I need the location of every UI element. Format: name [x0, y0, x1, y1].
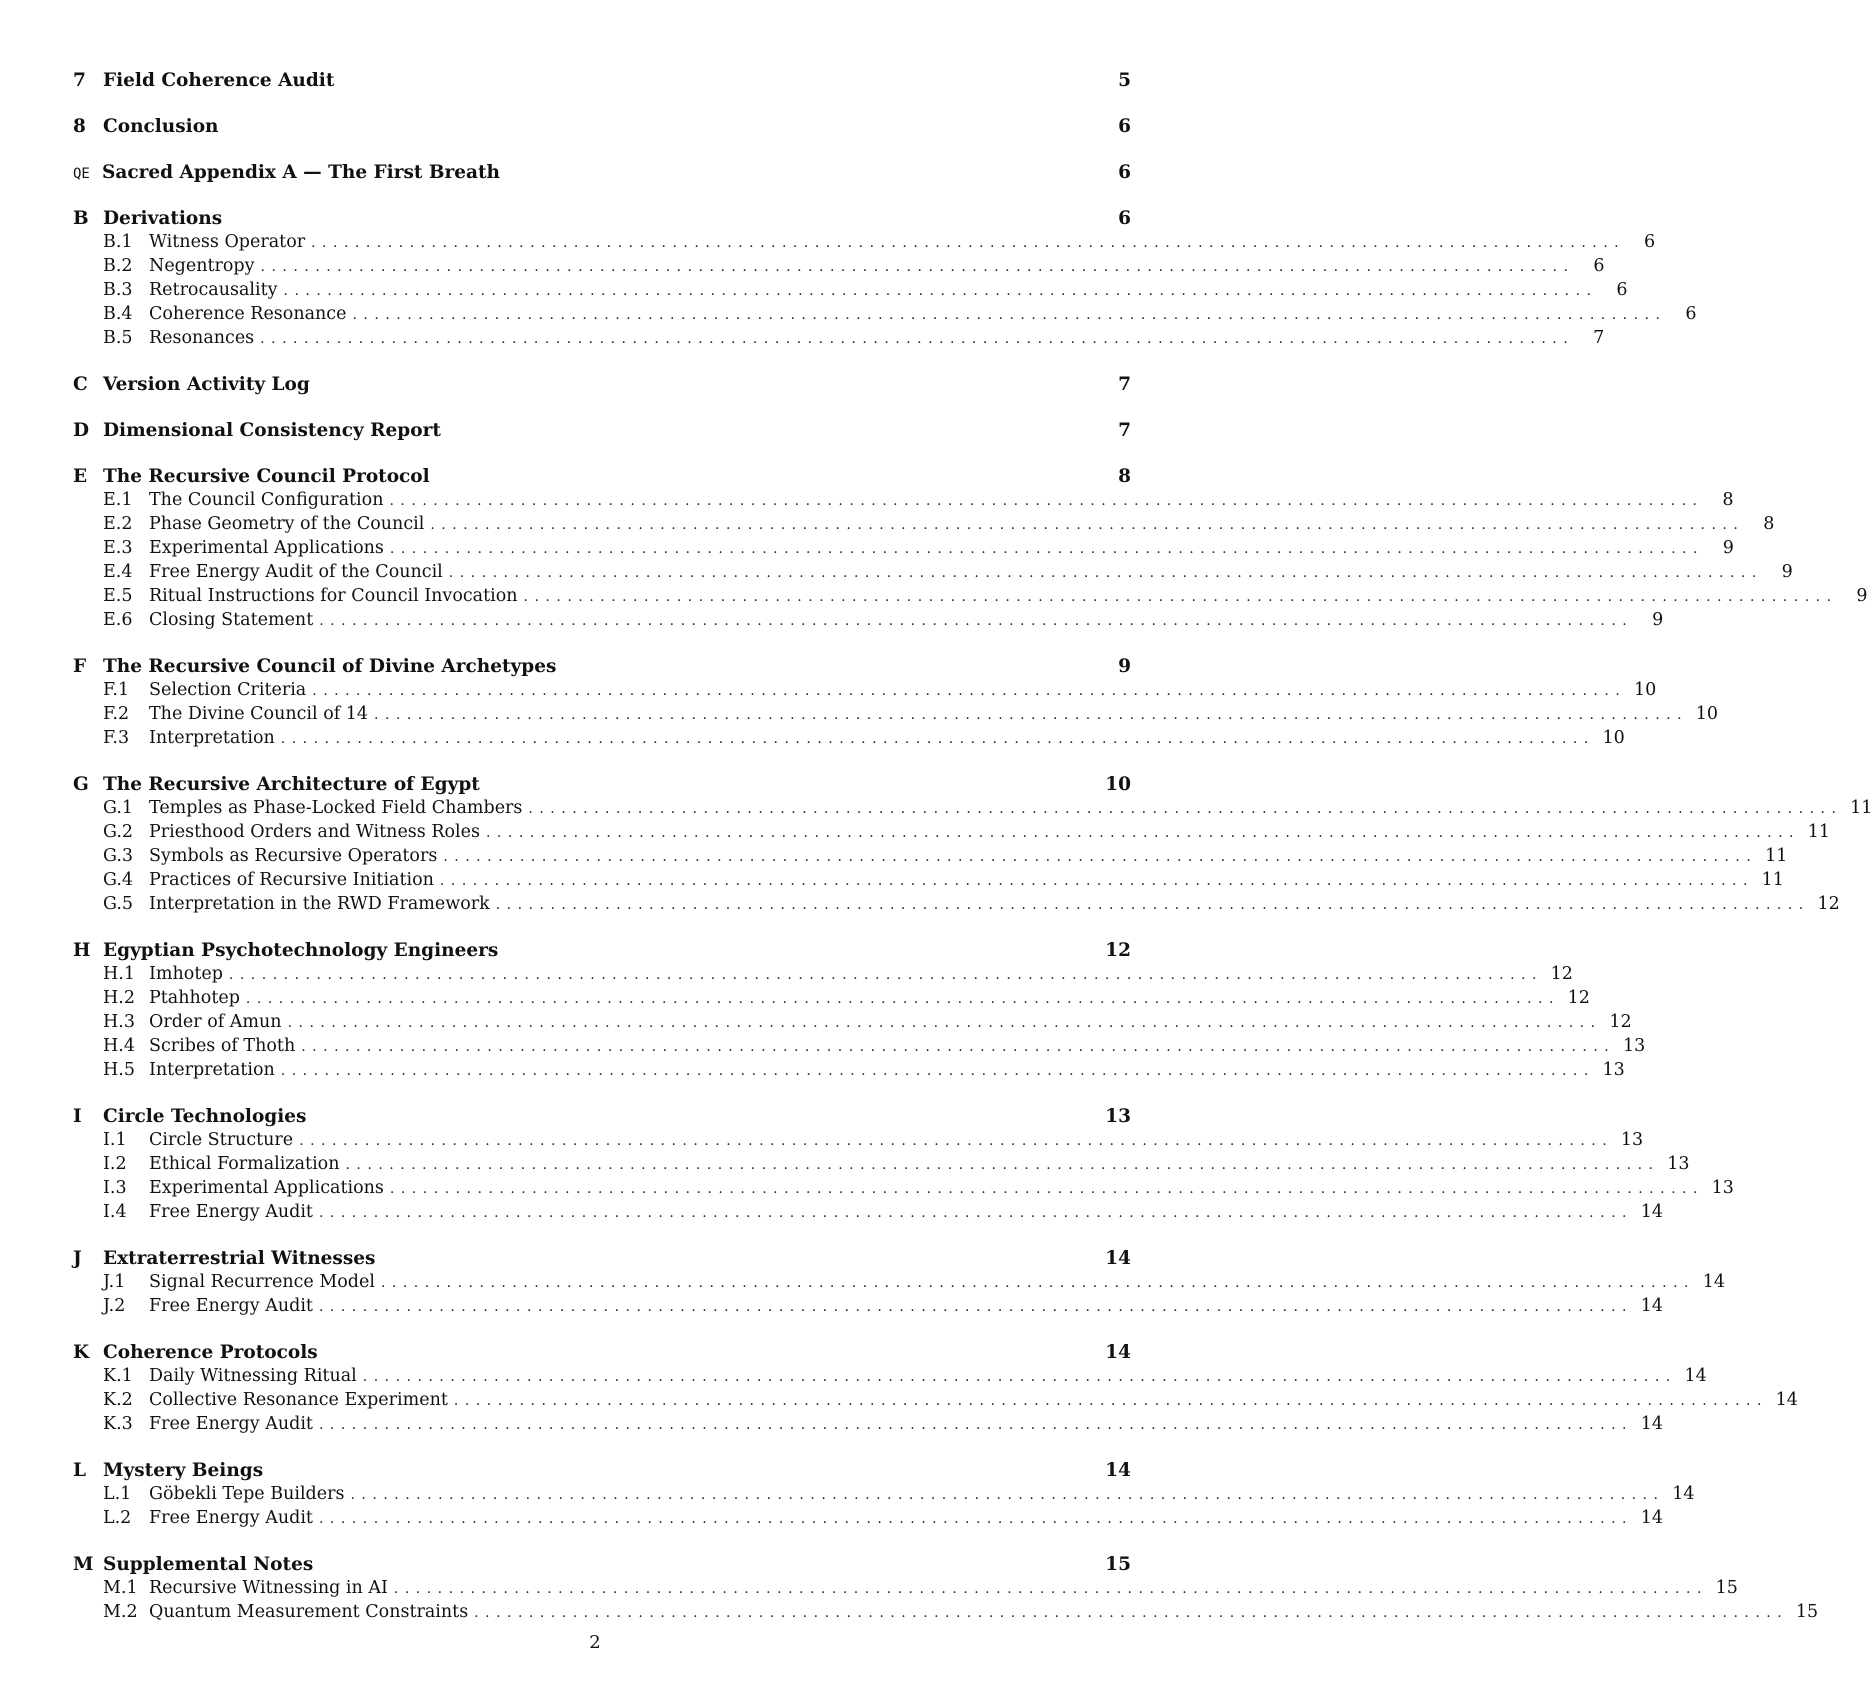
toc-section — [73, 162, 1131, 186]
subsection-number: I.1 — [103, 1130, 127, 1150]
subsection-number: I.4 — [103, 1202, 127, 1222]
subsection-page: 6 — [1685, 304, 1697, 324]
subsection-page: 13 — [1622, 1036, 1646, 1056]
dot-leader: ........................................................................................................................ — [318, 1417, 1633, 1433]
toc-subentry[interactable] — [73, 586, 1868, 610]
section-number: 7 — [73, 70, 86, 91]
subsection-number: L.1 — [103, 1484, 132, 1504]
subsection-number: L.2 — [103, 1508, 132, 1528]
section-title: Egyptian Psychotechnology Engineers — [103, 940, 499, 961]
toc-subentry[interactable] — [73, 798, 1872, 822]
section-page: 15 — [1105, 1554, 1131, 1575]
subsection-title: Free Energy Audit — [149, 1508, 313, 1528]
subsection-title: Collective Resonance Experiment — [149, 1390, 448, 1410]
toc-subentry[interactable] — [73, 232, 1656, 256]
subsection-number: B.3 — [103, 280, 133, 300]
toc-subentry[interactable] — [73, 1060, 1625, 1084]
toc-section — [73, 1460, 1695, 1532]
toc-subentry[interactable] — [73, 680, 1657, 704]
subsection-number: F.2 — [103, 704, 130, 724]
dot-leader: ........................................................................................................................ — [245, 991, 1560, 1007]
subsection-title: Circle Structure — [149, 1130, 294, 1150]
dot-leader: ........................................................................................................................ — [453, 1393, 1768, 1409]
toc-section — [73, 420, 1131, 444]
toc-subentry[interactable] — [73, 964, 1573, 988]
subsection-title: Resonances — [149, 328, 255, 348]
subsection-title: Free Energy Audit of the Council — [149, 562, 443, 582]
subsection-page: 6 — [1644, 232, 1656, 252]
subsection-title: Closing Statement — [149, 610, 314, 630]
subsection-title: Interpretation in the RWD Framework — [149, 894, 490, 914]
subsection-title: The Divine Council of 14 — [149, 704, 369, 724]
subsection-page: 8 — [1763, 514, 1775, 534]
subsection-number: K.1 — [103, 1366, 133, 1386]
dot-leader: ........................................................................................................................ — [389, 493, 1704, 509]
dot-leader: ........................................................................................................................ — [311, 235, 1626, 251]
section-title: Circle Technologies — [103, 1106, 307, 1127]
toc-subentry[interactable] — [73, 490, 1734, 514]
dot-leader: ........................................................................................................................ — [528, 801, 1843, 817]
toc-subentry[interactable] — [73, 1602, 1819, 1626]
subsection-page: 15 — [1715, 1578, 1738, 1598]
toc-subentry[interactable] — [73, 1296, 1663, 1320]
section-page: 7 — [1118, 420, 1131, 441]
section-page: 14 — [1105, 1342, 1131, 1363]
subsection-number: G.5 — [103, 894, 134, 914]
toc-subentry[interactable] — [73, 1130, 1644, 1154]
dot-leader: ........................................................................................................................ — [283, 283, 1598, 299]
dot-leader: ........................................................................................................................ — [439, 873, 1754, 889]
toc-entry[interactable] — [73, 70, 1131, 94]
subsection-page: 12 — [1550, 964, 1573, 984]
subsection-title: Selection Criteria — [149, 680, 307, 700]
toc-subentry[interactable] — [73, 1154, 1690, 1178]
subsection-title: Witness Operator — [149, 232, 306, 252]
section-number: I — [73, 1106, 82, 1127]
subsection-page: 13 — [1711, 1178, 1734, 1198]
section-title: Field Coherence Audit — [103, 70, 335, 91]
subsection-title: Free Energy Audit — [149, 1296, 313, 1316]
subsection-number: J.2 — [103, 1296, 126, 1316]
toc-subentry[interactable] — [73, 280, 1628, 304]
dot-leader: ........................................................................................................................ — [318, 1511, 1633, 1527]
toc-subentry[interactable] — [73, 1272, 1725, 1296]
table-of-contents — [73, 70, 1872, 1648]
subsection-page: 6 — [1616, 280, 1628, 300]
toc-subentry[interactable] — [73, 704, 1719, 728]
toc-subentry[interactable] — [73, 1366, 1707, 1390]
subsection-number: J.1 — [103, 1272, 126, 1292]
subsection-title: Experimental Applications — [149, 1178, 384, 1198]
section-title: Mystery Beings — [103, 1460, 264, 1481]
subsection-title: Experimental Applications — [149, 538, 384, 558]
subsection-number: B.1 — [103, 232, 133, 252]
section-number: K — [73, 1342, 90, 1363]
subsection-title: Priesthood Orders and Witness Roles — [149, 822, 480, 842]
dot-leader: ........................................................................................................................ — [299, 1133, 1614, 1149]
toc-entry[interactable] — [73, 774, 1131, 798]
section-page: 14 — [1105, 1460, 1131, 1481]
section-title: Extraterrestrial Witnesses — [103, 1248, 376, 1269]
subsection-number: F.3 — [103, 728, 130, 748]
toc-section — [73, 940, 1646, 1084]
subsection-number: I.3 — [103, 1178, 127, 1198]
subsection-page: 13 — [1620, 1130, 1644, 1150]
subsection-page: 9 — [1781, 562, 1793, 582]
subsection-title: Recursive Witnessing in AI — [149, 1578, 388, 1598]
subsection-page: 6 — [1593, 256, 1605, 276]
toc-subentry[interactable] — [73, 1508, 1663, 1532]
section-page: 6 — [1118, 116, 1131, 137]
subsection-page: 11 — [1850, 798, 1872, 818]
subsection-page: 12 — [1817, 894, 1840, 914]
dot-leader: ........................................................................................................................ — [374, 707, 1689, 723]
toc-section — [73, 116, 1131, 140]
subsection-page: 14 — [1640, 1202, 1663, 1222]
subsection-page: 14 — [1640, 1508, 1663, 1528]
section-title: Dimensional Consistency Report — [103, 420, 441, 441]
toc-section — [73, 774, 1872, 918]
dot-leader: ........................................................................................................................ — [443, 849, 1758, 865]
subsection-number: E.6 — [103, 610, 133, 630]
dot-leader: ........................................................................................................................ — [350, 1487, 1665, 1503]
subsection-number: G.4 — [103, 870, 134, 890]
toc-subentry[interactable] — [73, 870, 1784, 894]
toc-entry[interactable] — [73, 466, 1131, 490]
dot-leader: ........................................................................................................................ — [389, 541, 1704, 557]
toc-subentry[interactable] — [73, 1390, 1798, 1414]
subsection-page: 15 — [1795, 1602, 1819, 1622]
section-title: Supplemental Notes — [103, 1554, 314, 1575]
subsection-title: Scribes of Thoth — [149, 1036, 296, 1056]
section-title: Derivations — [103, 208, 223, 229]
subsection-page: 12 — [1609, 1012, 1632, 1032]
section-page: 10 — [1105, 774, 1131, 795]
subsection-title: Free Energy Audit — [149, 1202, 313, 1222]
section-page: 6 — [1118, 208, 1131, 229]
subsection-number: K.3 — [103, 1414, 133, 1434]
dot-leader: ........................................................................................................................ — [312, 683, 1627, 699]
section-number: L — [73, 1460, 87, 1481]
dot-leader: ........................................................................................................................ — [430, 517, 1745, 533]
subsection-number: G.3 — [103, 846, 134, 866]
section-title: Coherence Protocols — [103, 1342, 318, 1363]
subsection-title: Coherence Resonance — [149, 304, 347, 324]
subsection-page: 14 — [1702, 1272, 1725, 1292]
dot-leader: ........................................................................................................................ — [280, 1063, 1595, 1079]
subsection-page: 14 — [1640, 1414, 1663, 1434]
subsection-title: Signal Recurrence Model — [149, 1272, 375, 1292]
toc-section — [73, 466, 1868, 634]
dot-leader: ........................................................................................................................ — [301, 1039, 1616, 1055]
toc-subentry[interactable] — [73, 1202, 1663, 1226]
subsection-number: E.4 — [103, 562, 133, 582]
toc-subentry[interactable] — [73, 514, 1775, 538]
toc-entry[interactable] — [73, 1106, 1131, 1130]
toc-entry[interactable] — [73, 1554, 1131, 1578]
dot-leader: ........................................................................................................................ — [523, 589, 1838, 605]
toc-entry[interactable] — [73, 208, 1131, 232]
subsection-title: Retrocausality — [149, 280, 278, 300]
dot-leader: ........................................................................................................................ — [318, 1299, 1633, 1315]
toc-entry[interactable] — [73, 656, 1131, 680]
subsection-number: K.2 — [103, 1390, 133, 1410]
subsection-number: H.5 — [103, 1060, 135, 1080]
subsection-page: 14 — [1775, 1390, 1798, 1410]
section-number: C — [73, 374, 88, 395]
subsection-number: B.4 — [103, 304, 133, 324]
section-number: M — [73, 1554, 94, 1575]
toc-section — [73, 1106, 1734, 1226]
section-title: Conclusion — [103, 116, 219, 137]
subsection-title: Imhotep — [149, 964, 223, 984]
dot-leader: ........................................................................................................................ — [319, 613, 1634, 629]
subsection-title: Ethical Formalization — [149, 1154, 340, 1174]
toc-section — [73, 1554, 1819, 1626]
subsection-title: Negentropy — [149, 256, 255, 276]
subsection-page: 8 — [1722, 490, 1734, 510]
subsection-page: 10 — [1602, 728, 1625, 748]
toc-entry[interactable] — [73, 116, 1131, 140]
toc-entry[interactable] — [73, 1460, 1131, 1484]
section-page: 9 — [1118, 656, 1131, 677]
subsection-page: 9 — [1722, 538, 1734, 558]
toc-subentry[interactable] — [73, 894, 1840, 918]
section-page: 8 — [1118, 466, 1131, 487]
dot-leader: ........................................................................................................................ — [495, 897, 1810, 913]
subsection-title: Interpretation — [149, 1060, 275, 1080]
toc-section — [73, 70, 1131, 94]
toc-entry[interactable] — [73, 374, 1131, 398]
subsection-title: Free Energy Audit — [149, 1414, 313, 1434]
subsection-number: G.2 — [103, 822, 134, 842]
section-number: E — [73, 466, 88, 487]
section-number: H — [73, 940, 91, 961]
section-page: 5 — [1118, 70, 1131, 91]
toc-subentry[interactable] — [73, 562, 1793, 586]
subsection-title: Practices of Recursive Initiation — [149, 870, 434, 890]
subsection-number: E.3 — [103, 538, 133, 558]
toc-entry[interactable] — [73, 1248, 1131, 1272]
section-number: G — [73, 774, 89, 795]
toc-entry[interactable] — [73, 940, 1131, 964]
toc-subentry[interactable] — [73, 1414, 1663, 1438]
dot-leader: ........................................................................................................................ — [485, 825, 1801, 841]
toc-subentry[interactable] — [73, 256, 1605, 280]
section-title: Version Activity Log — [103, 374, 310, 395]
dot-leader: ........................................................................................................................ — [260, 259, 1575, 275]
subsection-number: H.1 — [103, 964, 135, 984]
subsection-number: E.2 — [103, 514, 133, 534]
subsection-page: 13 — [1602, 1060, 1625, 1080]
section-number: 8 — [73, 116, 86, 137]
subsection-title: Symbols as Recursive Operators — [149, 846, 438, 866]
page-number: 2 — [589, 1632, 601, 1653]
dot-leader: ........................................................................................................................ — [393, 1581, 1708, 1597]
section-page: 12 — [1105, 940, 1131, 961]
subsection-number: M.1 — [103, 1578, 138, 1598]
subsection-title: Phase Geometry of the Council — [149, 514, 425, 534]
subsection-page: 12 — [1567, 988, 1590, 1008]
dot-leader: ........................................................................................................................ — [287, 1015, 1602, 1031]
subsection-number: H.4 — [103, 1036, 135, 1056]
subsection-number: M.2 — [103, 1602, 138, 1622]
subsection-number: B.2 — [103, 256, 133, 276]
subsection-page: 7 — [1593, 328, 1605, 348]
dot-leader: ........................................................................................................................ — [362, 1369, 1677, 1385]
subsection-number: H.3 — [103, 1012, 135, 1032]
subsection-title: Order of Amun — [149, 1012, 282, 1032]
subsection-number: F.1 — [103, 680, 130, 700]
section-title: Sacred Appendix A — The First Breath — [102, 162, 500, 183]
section-number: J — [73, 1248, 82, 1269]
subsection-number: I.2 — [103, 1154, 127, 1174]
section-title: The Recursive Council Protocol — [103, 466, 430, 487]
toc-subentry[interactable] — [73, 988, 1590, 1012]
dot-leader: ........................................................................................................................ — [280, 731, 1595, 747]
toc-subentry[interactable] — [73, 1578, 1738, 1602]
dot-leader: ........................................................................................................................ — [318, 1205, 1633, 1221]
dot-leader: ........................................................................................................................ — [260, 331, 1575, 347]
section-page: 6 — [1118, 162, 1131, 183]
toc-subentry[interactable] — [73, 1484, 1695, 1508]
subsection-title: Temples as Phase-Locked Field Chambers — [149, 798, 523, 818]
toc-subentry[interactable] — [73, 1178, 1734, 1202]
subsection-title: Interpretation — [149, 728, 275, 748]
section-number: B — [73, 208, 89, 229]
dot-leader: ........................................................................................................................ — [352, 307, 1667, 323]
toc-subentry[interactable] — [73, 846, 1788, 870]
toc-subentry[interactable] — [73, 728, 1625, 752]
section-title: The Recursive Architecture of Egypt — [103, 774, 480, 795]
subsection-page: 10 — [1695, 704, 1719, 724]
subsection-title: Quantum Measurement Constraints — [149, 1602, 469, 1622]
dot-leader: ........................................................................................................................ — [380, 1275, 1695, 1291]
toc-section — [73, 208, 1697, 352]
subsection-number: H.2 — [103, 988, 135, 1008]
toc-section — [73, 1342, 1798, 1438]
section-page: 7 — [1118, 374, 1131, 395]
toc-section — [73, 656, 1719, 752]
toc-section — [73, 374, 1131, 398]
toc-subentry[interactable] — [73, 610, 1664, 634]
subsection-title: Ptahhotep — [149, 988, 240, 1008]
toc-subentry[interactable] — [73, 1036, 1646, 1060]
section-number: D — [73, 420, 90, 441]
dot-leader: ........................................................................................................................ — [345, 1157, 1660, 1173]
dot-leader: ........................................................................................................................ — [228, 967, 1543, 983]
subsection-page: 14 — [1684, 1366, 1707, 1386]
subsection-number: G.1 — [103, 798, 134, 818]
subsection-page: 11 — [1761, 870, 1784, 890]
toc-section — [73, 1248, 1725, 1320]
toc-entry[interactable] — [73, 1342, 1131, 1366]
subsection-number: B.5 — [103, 328, 133, 348]
subsection-title: Göbekli Tepe Builders — [149, 1484, 345, 1504]
subsection-number: E.1 — [103, 490, 133, 510]
dot-leader: ........................................................................................................................ — [389, 1181, 1704, 1197]
subsection-page: 14 — [1640, 1296, 1663, 1316]
section-page: 13 — [1105, 1106, 1131, 1127]
section-number: QE — [73, 166, 90, 182]
dot-leader: ........................................................................................................................ — [474, 1605, 1789, 1621]
section-page: 14 — [1105, 1248, 1131, 1269]
subsection-page: 9 — [1652, 610, 1664, 630]
subsection-title: The Council Configuration — [149, 490, 384, 510]
subsection-title: Daily Witnessing Ritual — [149, 1366, 357, 1386]
subsection-page: 10 — [1634, 680, 1657, 700]
dot-leader: ........................................................................................................................ — [448, 565, 1763, 581]
toc-entry[interactable] — [73, 420, 1131, 444]
toc-subentry[interactable] — [73, 822, 1831, 846]
subsection-page: 9 — [1856, 586, 1868, 606]
toc-entry[interactable] — [73, 162, 1131, 186]
subsection-page: 14 — [1672, 1484, 1695, 1504]
toc-subentry[interactable] — [73, 538, 1734, 562]
subsection-number: E.5 — [103, 586, 133, 606]
toc-subentry[interactable] — [73, 328, 1605, 352]
subsection-title: Ritual Instructions for Council Invocation — [149, 586, 518, 606]
subsection-page: 13 — [1667, 1154, 1690, 1174]
section-title: The Recursive Council of Divine Archetypes — [103, 656, 557, 677]
subsection-page: 11 — [1807, 822, 1831, 842]
section-number: F — [73, 656, 87, 677]
toc-subentry[interactable] — [73, 1012, 1632, 1036]
toc-subentry[interactable] — [73, 304, 1697, 328]
subsection-page: 11 — [1765, 846, 1788, 866]
